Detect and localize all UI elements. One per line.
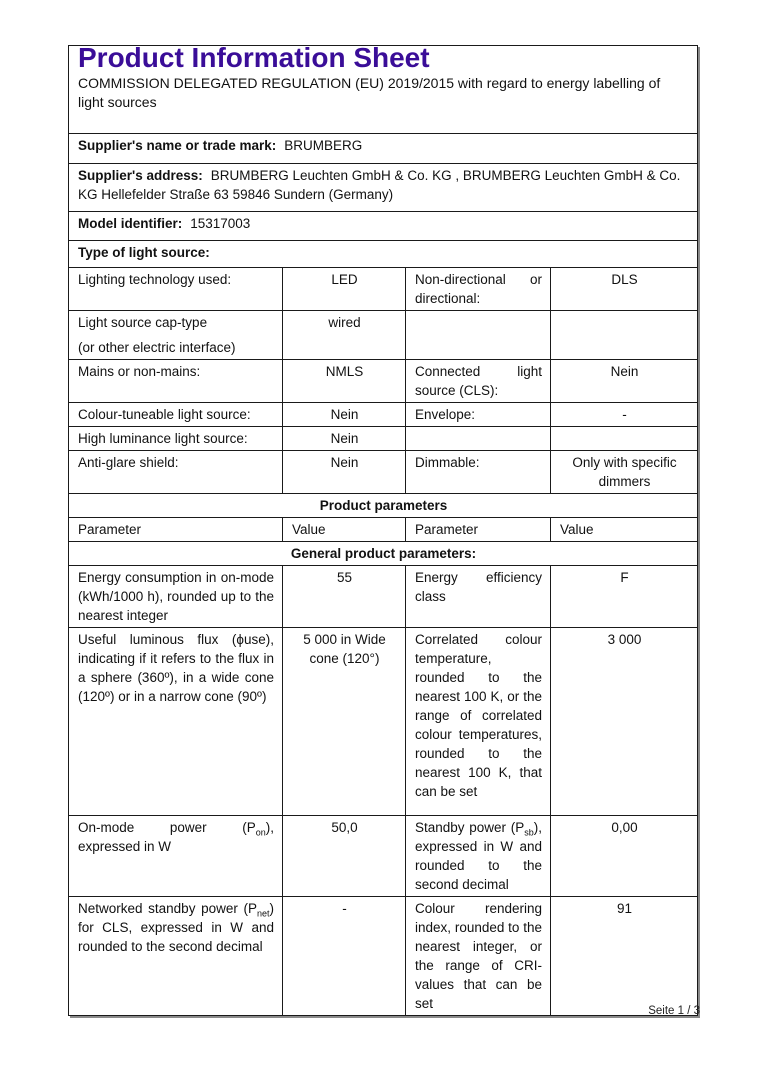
param-cell: Mains or non-mains: — [69, 360, 283, 403]
value-cell: 5 000 in Wide cone (120°) — [283, 628, 406, 816]
table-row — [69, 268, 698, 311]
type-of-light-source-label: Type of light source: — [78, 245, 210, 260]
param-cell: Colour-tuneable light source: — [69, 403, 283, 427]
table-row — [69, 311, 698, 360]
value-cell: Nein — [283, 427, 406, 451]
param-cell: Non-directional or directional: — [406, 268, 551, 311]
cap-type-line1: Light source cap-type — [78, 315, 208, 330]
value-cell: F — [551, 566, 698, 628]
value-cell: 50,0 — [283, 816, 406, 897]
value-cell: 3 000 — [551, 628, 698, 816]
table-row — [69, 566, 698, 628]
supplier-name-label: Supplier's name or trade mark: — [78, 138, 277, 153]
param-cell: Correlated colour temperature, rounded to the nearest 100 K, or the range of correlated colour temperatures, rounded to the nearest 100 K, that can be set — [406, 628, 551, 816]
param-cell — [406, 311, 551, 360]
product-information-table — [68, 42, 698, 1016]
type-of-light-source-row — [69, 241, 698, 268]
value-cell: 55 — [283, 566, 406, 628]
param-cell — [69, 311, 283, 360]
model-identifier-row — [69, 212, 698, 241]
value-cell: Only with specific dimmers — [551, 451, 698, 494]
column-header-row — [69, 518, 698, 542]
column-header: Value — [283, 518, 406, 542]
value-cell: wired — [283, 311, 406, 360]
value-cell: 91 — [551, 897, 698, 1016]
table-row — [69, 897, 698, 1016]
model-identifier-value: 15317003 — [190, 216, 251, 231]
param-cell: Useful luminous flux (ϕuse), indicating if it refers to the flux in a sphere (360º), in a wide cone (120º) or in a narrow cone (90º) — [69, 628, 283, 816]
general-parameters-section-title: General product parameters: — [69, 542, 698, 566]
value-cell: Nein — [551, 360, 698, 403]
value-cell: 0,00 — [551, 816, 698, 897]
supplier-name-row — [69, 134, 698, 164]
table-row — [69, 451, 698, 494]
param-cell: Networked standby power $(P_{net})$ for CLS, expressed in W and rounded to the second decimal — [69, 897, 283, 1016]
product-parameters-section-title: Product parameters — [69, 494, 698, 518]
param-cell: Envelope: — [406, 403, 551, 427]
param-cell: Standby power $(P_{sb})$, expressed in W and rounded to the second decimal — [406, 816, 551, 897]
column-header: Parameter — [69, 518, 283, 542]
table-row — [69, 816, 698, 897]
value-cell — [551, 311, 698, 360]
param-cell: Lighting technology used: — [69, 268, 283, 311]
value-cell: NMLS — [283, 360, 406, 403]
supplier-address-label: Supplier's address: — [78, 168, 203, 183]
param-cell: Energy consumption in on-mode (kWh/1000 h), rounded up to the nearest integer — [69, 566, 283, 628]
page-number: Seite 1 / 3 — [648, 1005, 700, 1017]
value-cell: Nein — [283, 451, 406, 494]
value-cell: LED — [283, 268, 406, 311]
param-cell: Connected light source (CLS): — [406, 360, 551, 403]
regulation-subtitle: COMMISSION DELEGATED REGULATION (EU) 2019/2015 with regard to energy labelling of light sources — [78, 75, 661, 110]
param-cell: Energy efficiency class — [406, 566, 551, 628]
table-row — [69, 403, 698, 427]
table-row — [69, 427, 698, 451]
param-cell: Dimmable: — [406, 451, 551, 494]
value-cell: DLS — [551, 268, 698, 311]
table-row — [69, 360, 698, 403]
supplier-address-value: BRUMBERG Leuchten GmbH & Co. KG , BRUMBERG Leuchten GmbH & Co. KG Hellefelder Straße 63 59846 Sundern (Germany) — [78, 168, 681, 202]
column-header: Parameter — [406, 518, 551, 542]
cap-type-line2: (or other electric interface) — [78, 340, 236, 355]
column-header: Value — [551, 518, 698, 542]
param-cell: High luminance light source: — [69, 427, 283, 451]
table-row — [69, 628, 698, 816]
value-cell — [551, 427, 698, 451]
model-identifier-label: Model identifier: — [78, 216, 183, 231]
document-sheet — [68, 42, 697, 1016]
value-cell: - — [551, 403, 698, 427]
supplier-address-row — [69, 164, 698, 212]
param-cell: Anti-glare shield: — [69, 451, 283, 494]
param-cell — [406, 427, 551, 451]
header-block — [69, 42, 698, 134]
page-title: Product Information Sheet — [78, 42, 430, 73]
param-cell: On-mode power $(P_{on})$, expressed in W — [69, 816, 283, 897]
value-cell: Nein — [283, 403, 406, 427]
value-cell: - — [283, 897, 406, 1016]
param-cell: Colour rendering index, rounded to the nearest integer, or the range of CRI-values that can be set — [406, 897, 551, 1016]
supplier-name-value: BRUMBERG — [284, 138, 363, 153]
